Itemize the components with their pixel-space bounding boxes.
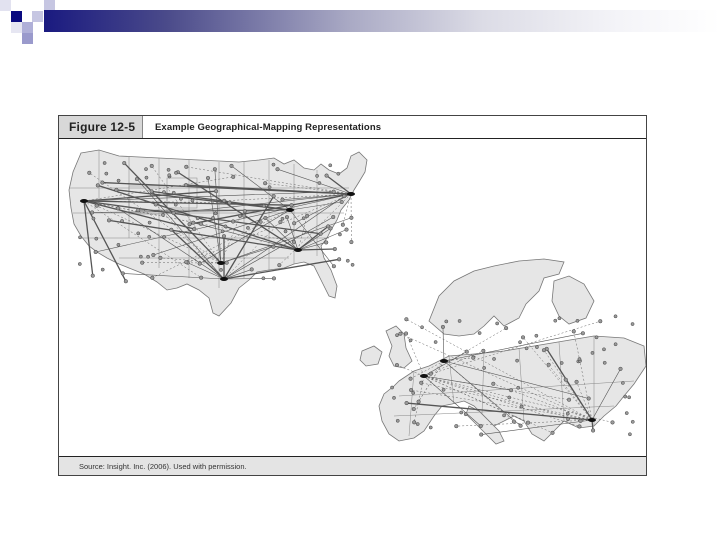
location-dot	[117, 179, 120, 182]
location-dot	[519, 424, 523, 428]
decorative-square	[11, 22, 22, 33]
location-dot	[417, 400, 421, 404]
location-dot	[331, 215, 335, 219]
location-dot	[325, 174, 329, 178]
location-dot	[551, 431, 555, 435]
location-dot	[279, 220, 283, 224]
location-dot	[222, 199, 226, 203]
europe-map	[360, 259, 646, 444]
location-dot	[150, 164, 154, 168]
location-dot	[199, 222, 203, 226]
location-dot	[332, 190, 336, 194]
location-dot	[78, 262, 81, 265]
location-dot	[395, 363, 399, 367]
location-dot	[409, 377, 413, 381]
location-dot	[345, 228, 349, 232]
location-dot	[95, 237, 98, 240]
houston-hub	[220, 277, 228, 281]
location-dot	[221, 230, 224, 233]
location-dot	[614, 315, 617, 318]
atlanta-hub	[294, 248, 302, 252]
location-dot	[169, 228, 173, 232]
location-dot	[285, 215, 289, 219]
location-dot	[492, 382, 496, 386]
location-dot	[535, 334, 538, 337]
location-dot	[392, 396, 395, 399]
location-dot	[396, 419, 399, 422]
location-dot	[343, 194, 347, 198]
location-dot	[150, 190, 154, 194]
location-dot	[337, 172, 340, 175]
location-dot	[628, 396, 631, 399]
location-dot	[479, 424, 483, 428]
location-dot	[464, 413, 467, 416]
location-dot	[281, 217, 284, 220]
ireland-landmass	[360, 346, 382, 366]
location-dot	[416, 422, 419, 425]
location-dot	[246, 226, 249, 229]
location-dot	[579, 419, 583, 423]
location-dot	[405, 317, 409, 321]
location-dot	[625, 412, 628, 415]
location-dot	[404, 332, 408, 336]
location-dot	[151, 276, 155, 280]
location-dot	[259, 220, 262, 223]
location-dot	[340, 200, 344, 204]
location-dot	[148, 221, 151, 224]
location-dot	[95, 204, 99, 208]
location-dot	[429, 426, 432, 429]
location-dot	[338, 233, 341, 236]
location-dot	[521, 336, 525, 340]
location-dot	[560, 361, 563, 364]
location-dot	[564, 378, 568, 382]
decorative-square	[11, 11, 22, 22]
location-dot	[281, 198, 285, 202]
location-dot	[595, 336, 598, 339]
location-dot	[230, 164, 234, 168]
location-dot	[525, 347, 528, 350]
location-dot	[115, 188, 119, 192]
location-dot	[231, 220, 235, 224]
location-dot	[409, 339, 412, 342]
location-dot	[243, 209, 247, 213]
location-dot	[90, 211, 94, 215]
location-dot	[603, 361, 606, 364]
location-dot	[231, 175, 235, 179]
paris-hub	[420, 374, 428, 378]
nyc-hub	[347, 192, 355, 196]
location-dot	[535, 346, 538, 349]
location-dot	[520, 405, 523, 408]
location-dot	[442, 388, 445, 391]
location-dot	[140, 261, 144, 265]
location-dot	[624, 395, 627, 398]
location-dot	[305, 214, 309, 218]
location-dot	[517, 386, 520, 389]
location-dot	[526, 421, 530, 425]
location-dot	[319, 232, 323, 236]
location-dot	[222, 234, 226, 238]
location-dot	[174, 171, 177, 174]
location-dot	[263, 181, 267, 185]
location-dot	[168, 174, 171, 177]
location-dot	[351, 263, 354, 266]
dallas-hub	[217, 261, 225, 265]
location-dot	[419, 381, 423, 385]
location-dot	[576, 319, 579, 322]
figure-source-caption: Source: Insight. Inc. (2006). Used with permission.	[59, 456, 646, 475]
location-dot	[567, 398, 571, 402]
location-dot	[144, 168, 147, 171]
location-dot	[496, 322, 499, 325]
figure-title: Example Geographical-Mapping Representations	[155, 121, 382, 133]
location-dot	[478, 331, 481, 334]
location-dot	[566, 418, 569, 421]
location-dot	[137, 232, 140, 235]
location-dot	[395, 334, 398, 337]
location-dot	[598, 319, 602, 323]
location-dot	[512, 420, 516, 424]
location-dot	[148, 235, 151, 238]
location-dot	[483, 366, 486, 369]
location-dot	[292, 221, 296, 225]
location-dot	[346, 259, 349, 262]
location-dot	[250, 268, 254, 272]
location-dot	[315, 174, 318, 177]
location-dot	[242, 214, 246, 218]
location-dot	[211, 216, 214, 219]
location-dot	[509, 388, 513, 392]
location-dot	[566, 412, 569, 415]
location-dot	[185, 260, 189, 264]
location-dot	[504, 326, 508, 330]
location-dot	[276, 167, 280, 171]
location-dot	[591, 429, 595, 433]
location-dot	[268, 186, 271, 189]
decorative-square	[22, 33, 33, 44]
location-dot	[121, 272, 125, 276]
figure-header	[59, 116, 646, 139]
us-map	[69, 150, 367, 316]
location-dot	[145, 176, 148, 179]
location-dot	[547, 363, 551, 367]
location-dot	[94, 250, 98, 254]
location-dot	[350, 240, 354, 244]
location-dot	[272, 245, 276, 249]
location-dot	[161, 213, 164, 216]
location-dot	[333, 247, 337, 251]
location-dot	[196, 217, 199, 220]
location-dot	[78, 236, 81, 239]
location-dot	[135, 177, 139, 181]
location-dot	[184, 165, 188, 169]
location-dot	[611, 421, 615, 425]
location-dot	[581, 331, 585, 335]
location-dot	[292, 240, 296, 244]
location-dot	[122, 161, 126, 165]
location-dot	[578, 357, 581, 360]
location-dot	[136, 208, 140, 212]
location-dot	[412, 407, 416, 411]
location-dot	[502, 414, 505, 417]
location-dot	[154, 203, 158, 207]
location-dot	[101, 268, 104, 271]
location-dot	[96, 184, 100, 188]
location-dot	[87, 171, 91, 175]
location-dot	[516, 359, 519, 362]
location-dot	[139, 255, 142, 258]
location-dot	[572, 330, 576, 334]
location-dot	[619, 367, 623, 371]
location-dot	[591, 351, 594, 354]
location-dot	[471, 356, 475, 360]
location-dot	[445, 320, 448, 323]
location-dot	[399, 332, 403, 336]
location-dot	[228, 201, 232, 205]
location-dot	[465, 350, 469, 354]
location-dot	[350, 216, 354, 220]
location-dot	[214, 189, 218, 193]
location-dot	[103, 161, 106, 164]
location-dot	[578, 425, 582, 429]
decorative-square	[0, 0, 11, 11]
location-dot	[152, 253, 156, 257]
location-dot	[441, 325, 445, 329]
location-dot	[518, 341, 521, 344]
figure-body	[59, 138, 646, 458]
location-dot	[412, 391, 415, 394]
location-dot	[412, 421, 416, 425]
location-dot	[602, 348, 605, 351]
location-dot	[92, 217, 95, 220]
location-dot	[272, 194, 276, 198]
location-dot	[238, 214, 242, 218]
location-dot	[587, 397, 591, 401]
location-dot	[272, 277, 276, 281]
location-dot	[172, 211, 176, 215]
location-dot	[631, 322, 634, 325]
figure-label: Figure 12-5	[59, 116, 143, 138]
location-dot	[219, 268, 222, 271]
location-dot	[337, 258, 341, 262]
maps-illustration	[59, 138, 646, 458]
location-dot	[91, 274, 95, 278]
location-dot	[184, 183, 188, 187]
location-dot	[458, 319, 461, 322]
location-dot	[174, 203, 177, 206]
finland-landmass	[552, 276, 594, 324]
figure-panel	[58, 115, 647, 476]
location-dot	[224, 225, 227, 228]
location-dot	[192, 221, 196, 225]
location-dot	[482, 349, 486, 353]
amsterdam-hub	[440, 359, 448, 363]
location-dot	[434, 340, 437, 343]
location-dot	[162, 191, 165, 194]
location-dot	[479, 433, 483, 437]
location-dot	[454, 424, 458, 428]
seattle-hub	[80, 199, 88, 203]
location-dot	[405, 401, 409, 405]
location-dot	[628, 433, 631, 436]
location-dot	[332, 264, 336, 268]
location-dot	[105, 172, 108, 175]
location-dot	[163, 235, 166, 238]
location-dot	[117, 243, 120, 246]
location-dot	[172, 191, 175, 194]
location-dot	[213, 167, 217, 171]
location-dot	[167, 168, 170, 171]
location-dot	[101, 181, 105, 185]
location-dot	[420, 326, 423, 329]
decorative-square	[22, 22, 33, 33]
location-dot	[542, 348, 546, 352]
location-dot	[199, 276, 203, 280]
location-dot	[191, 199, 194, 202]
location-dot	[614, 343, 617, 346]
location-dot	[290, 203, 294, 207]
location-dot	[302, 217, 305, 220]
location-dot	[107, 219, 111, 223]
location-dot	[390, 386, 393, 389]
chicago-hub	[286, 208, 294, 212]
location-dot	[147, 255, 150, 258]
location-dot	[324, 241, 328, 245]
location-dot	[188, 222, 192, 226]
location-dot	[329, 227, 333, 231]
location-dot	[116, 207, 120, 211]
athens-hub	[588, 418, 596, 422]
location-dot	[575, 380, 579, 384]
slide-title-bar	[44, 10, 720, 32]
location-dot	[341, 223, 345, 227]
location-dot	[159, 256, 163, 260]
location-dot	[179, 197, 182, 200]
decorative-square	[32, 11, 43, 22]
location-dot	[272, 163, 275, 166]
location-dot	[278, 263, 282, 267]
location-dot	[284, 230, 287, 233]
location-dot	[621, 381, 624, 384]
location-dot	[192, 227, 196, 231]
location-dot	[460, 411, 463, 414]
location-dot	[262, 204, 265, 207]
location-dot	[429, 372, 433, 376]
location-dot	[554, 319, 557, 322]
location-dot	[262, 277, 265, 280]
location-dot	[318, 181, 321, 184]
location-dot	[508, 396, 511, 399]
location-dot	[492, 357, 495, 360]
location-dot	[124, 279, 128, 283]
location-dot	[329, 164, 332, 167]
location-dot	[206, 176, 210, 180]
location-dot	[264, 216, 268, 220]
location-dot	[214, 212, 217, 215]
location-dot	[631, 420, 634, 423]
location-dot	[120, 219, 123, 222]
location-dot	[198, 262, 202, 266]
location-dot	[225, 261, 229, 265]
location-dot	[558, 317, 561, 320]
